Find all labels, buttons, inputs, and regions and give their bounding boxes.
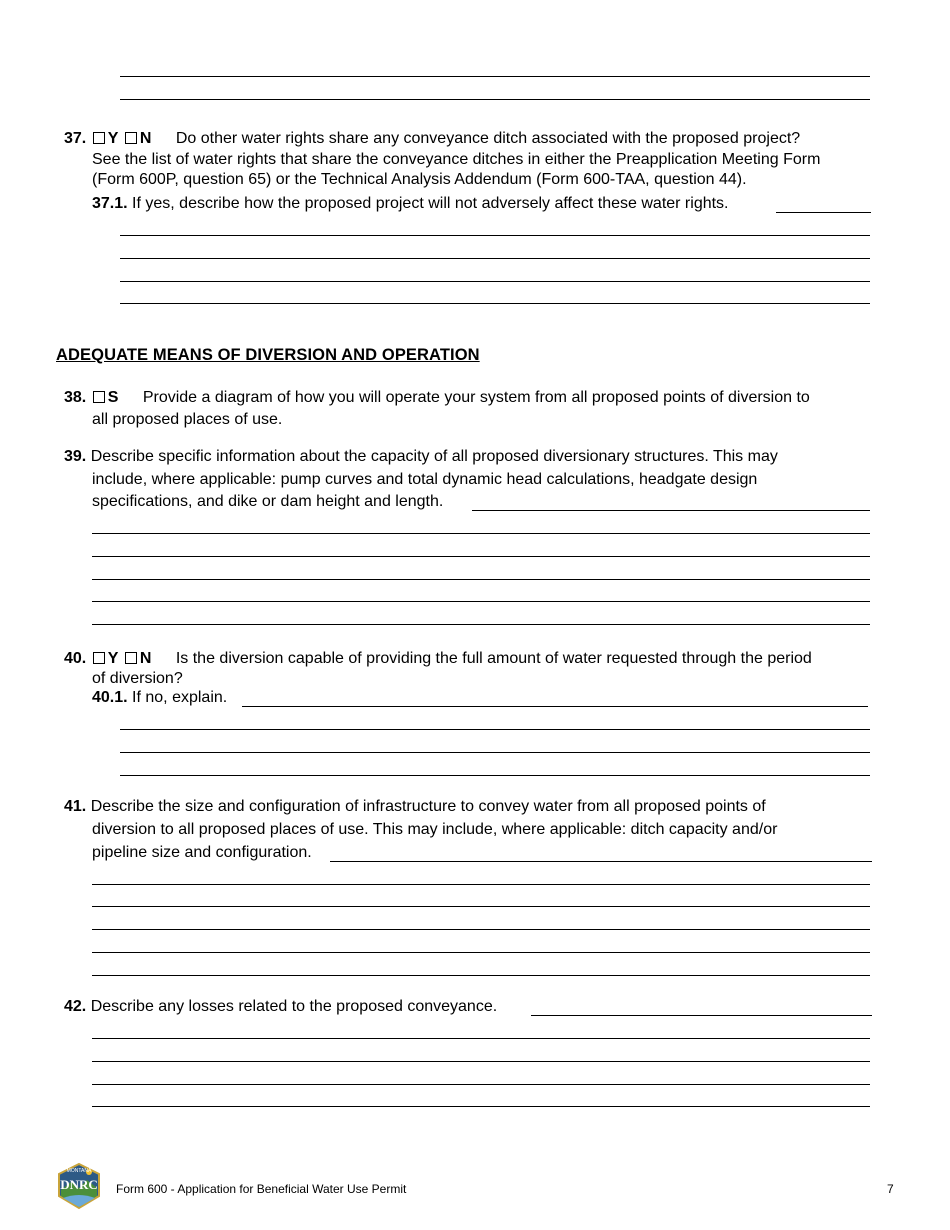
answer-line[interactable] <box>92 624 870 625</box>
answer-line[interactable] <box>92 1061 870 1062</box>
answer-line[interactable] <box>472 510 870 511</box>
sub-question-number: 40.1. <box>92 689 128 706</box>
dnrc-logo <box>55 1162 103 1210</box>
answer-line[interactable] <box>92 906 870 907</box>
question-text: diversion to all proposed places of use. This may include, where applicable: ditch capacity and/or <box>92 821 778 838</box>
answer-line[interactable] <box>92 1106 870 1107</box>
answer-line[interactable] <box>120 258 870 259</box>
checkbox-submitted[interactable] <box>93 391 105 403</box>
question-text: See the list of water rights that share the conveyance ditches in either the Preapplication Meeting Form <box>92 151 821 168</box>
question-41 <box>64 797 766 817</box>
question-number: 41. <box>64 798 87 815</box>
answer-line[interactable] <box>330 861 872 862</box>
question-text: Provide a diagram of how you will operate your system from all proposed points of diversion to <box>142 389 810 406</box>
question-39 <box>64 447 778 467</box>
question-text: specifications, and dike or dam height and length. <box>92 493 444 510</box>
answer-line[interactable] <box>120 281 870 282</box>
logo-text: DNRC <box>60 1177 98 1192</box>
section-heading: ADEQUATE MEANS OF DIVERSION AND OPERATION <box>56 346 480 364</box>
page-number: 7 <box>887 1182 894 1196</box>
question-37 <box>64 129 800 149</box>
question-text: include, where applicable: pump curves and total dynamic head calculations, headgate design <box>92 471 758 488</box>
answer-line[interactable] <box>120 76 870 77</box>
answer-line[interactable] <box>92 601 870 602</box>
answer-line[interactable] <box>120 99 870 100</box>
option-label-s: S <box>107 389 119 406</box>
logo-top-text: MONTANA <box>66 1168 92 1174</box>
answer-line[interactable] <box>92 884 870 885</box>
answer-line[interactable] <box>92 952 870 953</box>
option-label-no: N <box>139 650 152 667</box>
question-40 <box>64 649 812 669</box>
answer-line[interactable] <box>92 1038 870 1039</box>
answer-line[interactable] <box>531 1015 872 1016</box>
answer-line[interactable] <box>120 775 870 776</box>
question-text: of diversion? <box>92 670 183 687</box>
question-42 <box>64 997 497 1017</box>
question-text: Do other water rights share any conveyance ditch associated with the proposed project? <box>175 130 801 147</box>
question-text: (Form 600P, question 65) or the Technical Analysis Addendum (Form 600-TAA, question 44). <box>92 171 747 188</box>
question-text: Describe the size and configuration of infrastructure to convey water from all proposed points of <box>90 798 766 815</box>
answer-line[interactable] <box>242 706 868 707</box>
question-38 <box>64 388 810 408</box>
question-text: Describe specific information about the capacity of all proposed diversionary structures. This may <box>90 448 778 465</box>
checkbox-no[interactable] <box>125 132 137 144</box>
sub-question-40-1 <box>92 688 227 708</box>
checkbox-no[interactable] <box>125 652 137 664</box>
answer-line[interactable] <box>776 212 871 213</box>
option-label-no: N <box>139 130 152 147</box>
answer-line[interactable] <box>120 752 870 753</box>
checkbox-yes[interactable] <box>93 652 105 664</box>
sub-question-text: If yes, describe how the proposed project will not adversely affect these water rights. <box>132 195 729 212</box>
sub-question-text: If no, explain. <box>132 689 228 706</box>
answer-line[interactable] <box>120 729 870 730</box>
question-text: pipeline size and configuration. <box>92 844 312 861</box>
answer-line[interactable] <box>92 929 870 930</box>
question-number: 38. <box>64 389 87 406</box>
option-label-yes: Y <box>107 650 119 667</box>
answer-line[interactable] <box>92 1084 870 1085</box>
sub-question-number: 37.1. <box>92 195 128 212</box>
form-title: Form 600 - Application for Beneficial Water Use Permit <box>116 1182 407 1196</box>
dnrc-logo-icon <box>55 1162 103 1210</box>
answer-line[interactable] <box>120 303 870 304</box>
answer-line[interactable] <box>92 533 870 534</box>
answer-line[interactable] <box>92 579 870 580</box>
answer-line[interactable] <box>92 975 870 976</box>
answer-line[interactable] <box>92 556 870 557</box>
checkbox-yes[interactable] <box>93 132 105 144</box>
sub-question-37-1 <box>92 194 729 214</box>
question-text: Describe any losses related to the proposed conveyance. <box>90 998 498 1015</box>
question-number: 42. <box>64 998 87 1015</box>
option-label-yes: Y <box>107 130 119 147</box>
question-number: 37. <box>64 130 87 147</box>
question-text: Is the diversion capable of providing the full amount of water requested through the period <box>175 650 812 667</box>
answer-line[interactable] <box>120 235 870 236</box>
question-number: 39. <box>64 448 87 465</box>
question-number: 40. <box>64 650 87 667</box>
question-text: all proposed places of use. <box>92 411 283 428</box>
